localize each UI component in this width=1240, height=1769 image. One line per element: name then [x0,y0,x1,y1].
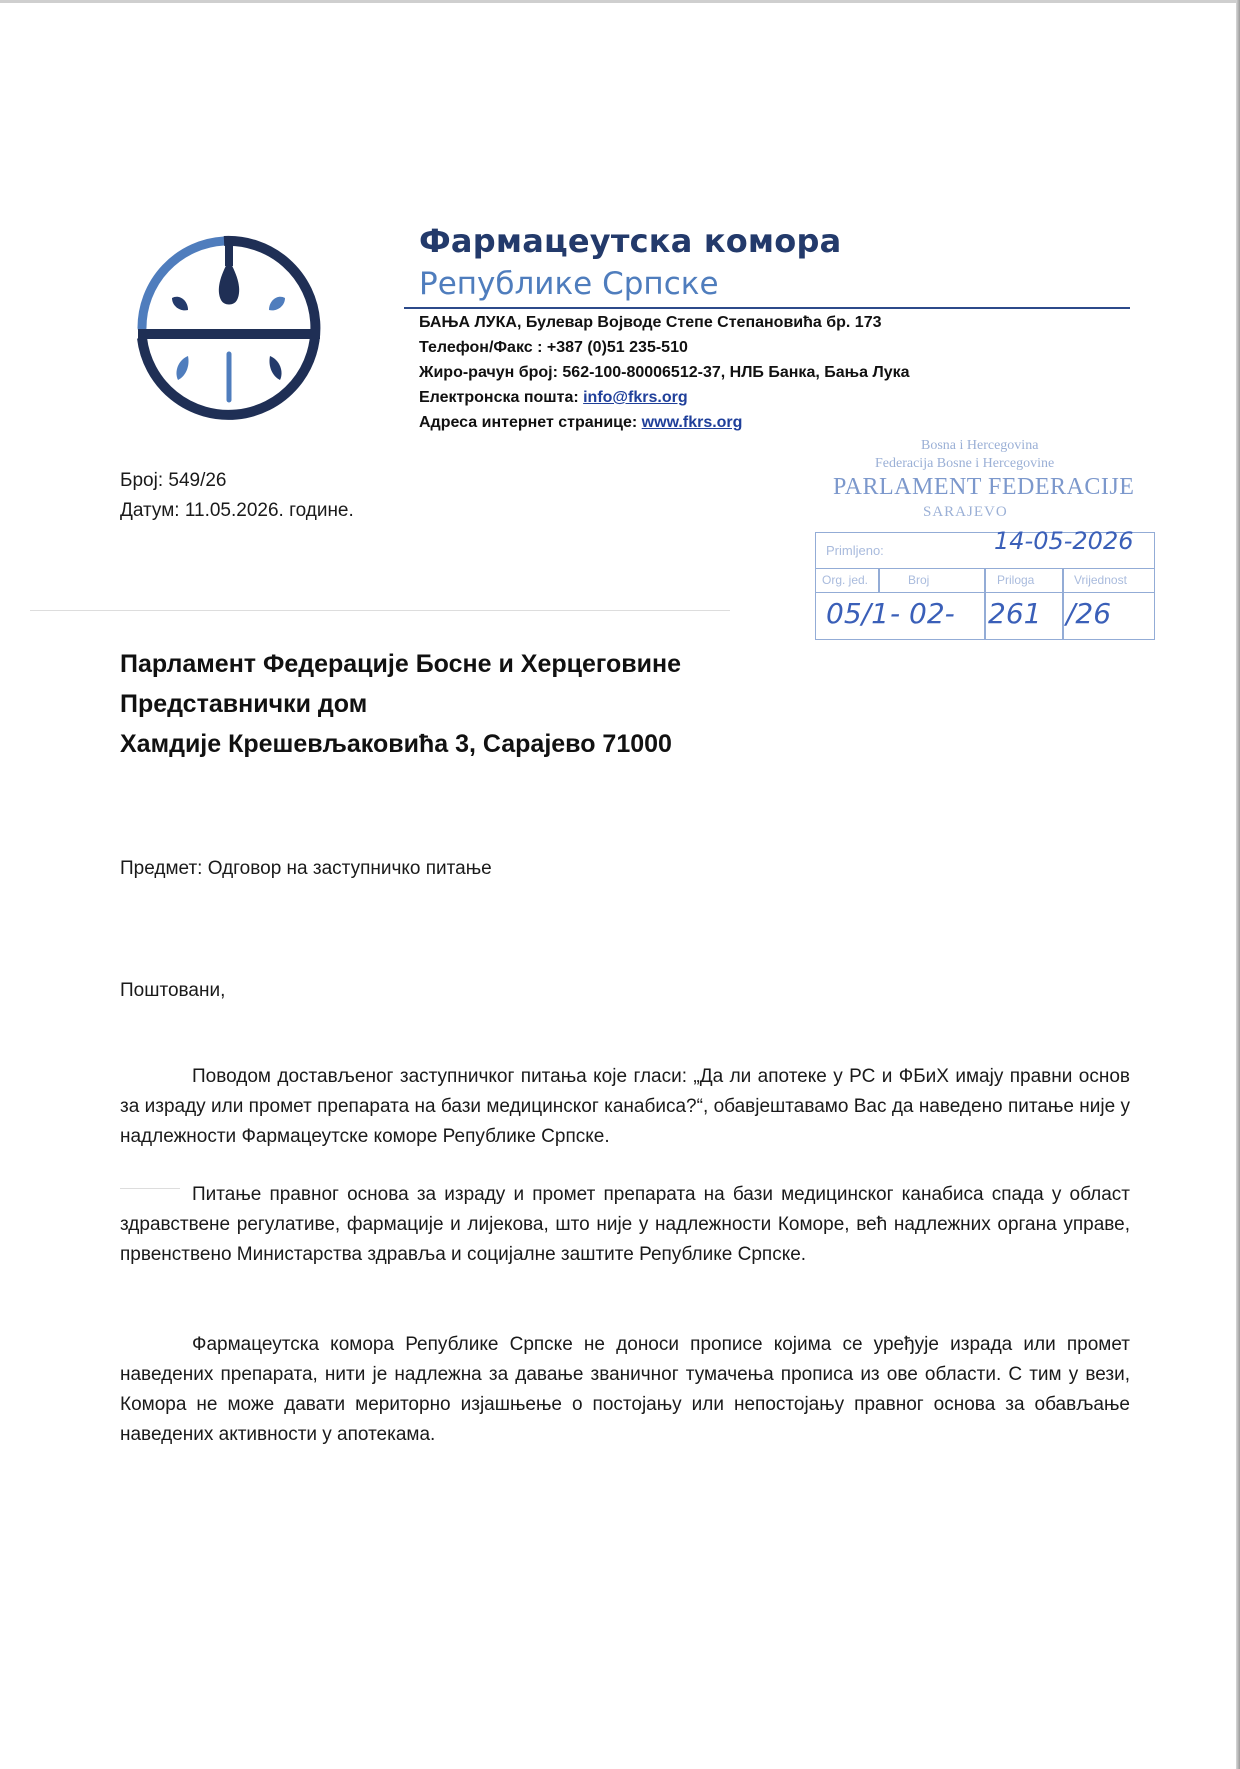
website-line [419,414,742,432]
website-label: Адреса интернет странице: [419,414,642,431]
stamp-federation: Federacija Bosne i Hercegovine [875,456,1055,471]
email-link[interactable]: info@fkrs.org [583,389,688,406]
subject-line: Предмет: Одговор на заступничко питање [120,858,492,879]
body-paragraph-2: Питање правног основа за израду и промет препарата на бази медицинског канабиса спада у област здравствене регулативе, фармације и лијекова, што није у надлежности Коморе, већ надлежних органа управе, првенствено Министарства здравља и социјалне заштите Републике Српске. [120,1184,1130,1265]
email-line [419,389,688,407]
stamp-received-label: Primljeno: [826,543,884,558]
stamp-divider [984,569,986,639]
scan-artifact [30,610,730,611]
stamp-col-attachment: Priloga [997,573,1035,587]
stamp-hand-attachment: 261 [988,597,1042,630]
email-label: Електронска пошта: [419,389,584,406]
address-line: БАЊА ЛУКА, Булевар Војводе Степе Степановића бр. 173 [419,314,882,331]
pharmacy-chamber-logo [124,228,334,438]
recipient-line-3: Хамдије Крешевљаковића 3, Сарајево 71000 [120,730,672,758]
stamp-city: SARAJEVO [923,504,1008,520]
organization-name: Фармацеутска комора [419,222,842,260]
stamp-divider [878,569,880,593]
scan-edge [0,0,1240,3]
scan-edge [1236,0,1240,1769]
recipient-line-1: Парламент Федерације Босне и Херцеговине [120,650,682,678]
stamp-col-org: Org. jed. [822,573,869,587]
stamp-title: PARLAMENT FEDERACIJE [833,474,1135,500]
body-paragraph-1: Поводом достављеног заступничког питања које гласи: „Да ли апотеке у РС и ФБиХ имају правни основ за израду или промет препарата на бази медицинског канабиса?“, обавјештавамо Вас да наведено питање није у надлежности Фармацеутске коморе Републике Српске. [120,1066,1130,1147]
phone-line: Телефон/Факс : +387 (0)51 235-510 [419,339,688,356]
stamp-col-value: Vrijednost [1074,573,1127,587]
stamp-received-date: 14-05-2026 [994,527,1134,555]
organization-subtitle: Републике Српске [419,266,719,302]
document-date: Датум: 11.05.2026. године. [120,500,354,521]
stamp-col-number: Broj [908,573,930,587]
stamp-country: Bosna i Hercegovina [921,438,1039,453]
header-divider [404,307,1130,309]
body-paragraph-3: Фармацеутска комора Републике Српске не доноси прописе којима се уређује израда или промет наведених препарата, нити је надлежна за давање званичног тумачења прописа из ове области. С тим у вези, Комора не може давати мериторно изјашњење о постојању или непостојању правног основа за обављање наведених активности у апотекама. [120,1334,1130,1445]
stamp-hand-number: - 02- [890,597,955,630]
website-link[interactable]: www.fkrs.org [641,414,743,431]
salutation: Поштовани, [120,980,226,1001]
document-number: Број: 549/26 [120,470,227,491]
stamp-divider [1062,569,1064,639]
stamp-received-row [816,527,1154,569]
account-line: Жиро-рачун број: 562-100-80006512-37, НЛБ Банка, Бања Лука [419,364,910,381]
stamp-hand-value: /26 [1066,597,1112,630]
receipt-stamp [815,436,1170,646]
recipient-line-2: Представнички дом [120,690,368,718]
stamp-table [815,527,1155,640]
stamp-hand-org: 05/1 [826,597,889,630]
